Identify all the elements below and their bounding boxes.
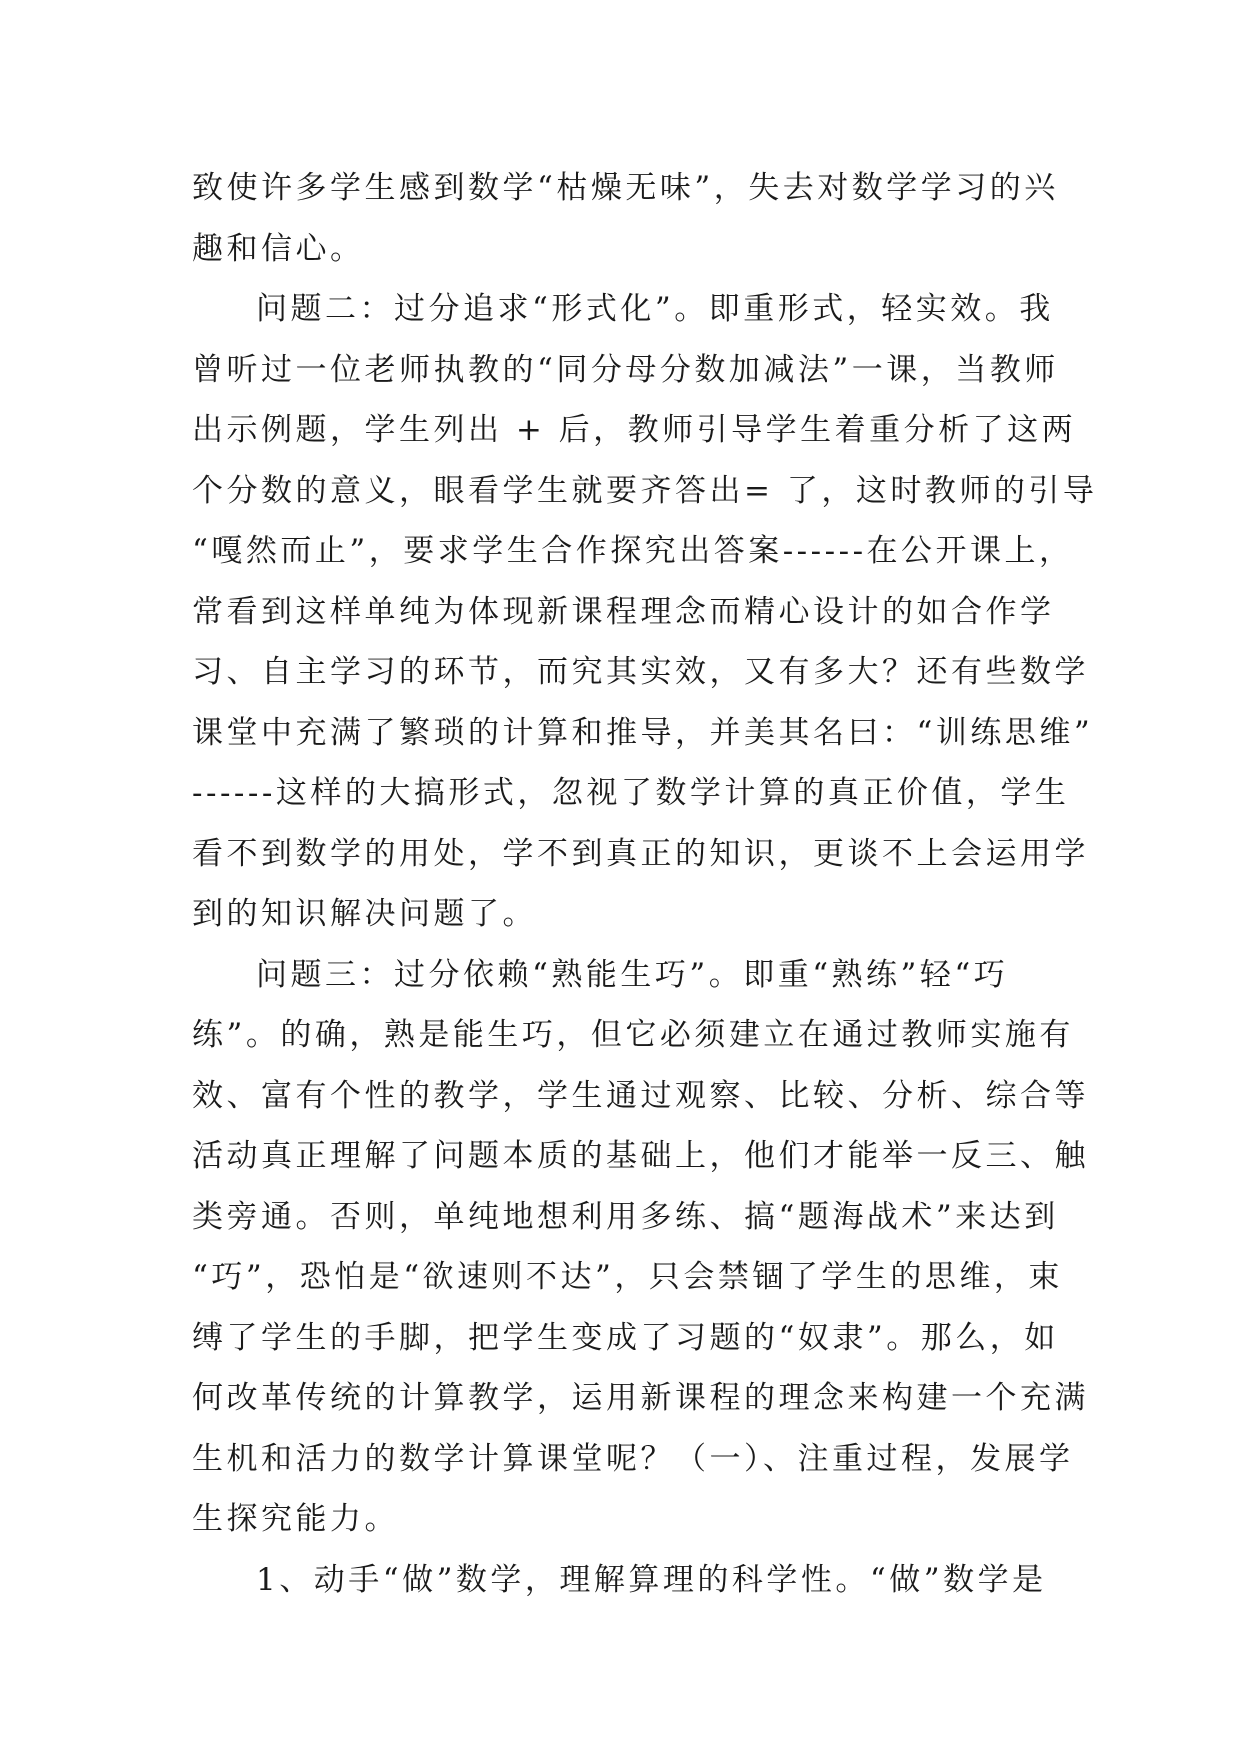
paragraph-first-line: 问题三：过分依赖“熟能生巧”。即重“熟练”轻“巧 xyxy=(256,956,1009,993)
paragraph-first-line: 1、动手“做”数学，理解算理的科学性。“做”数学是 xyxy=(256,1561,1047,1598)
text-line: 生机和活力的数学计算课堂呢？（一）、注重过程，发展学 xyxy=(192,1440,1074,1477)
text-line: 课堂中充满了繁琐的计算和推导，并美其名曰：“训练思维” xyxy=(192,714,1094,751)
text-line: 习、自主学习的环节，而究其实效，又有多大？还有些数学 xyxy=(192,654,1089,690)
text-line: “嘎然而止”，要求学生合作探究出答案------在公开课上， xyxy=(192,533,1074,569)
text-line: 个分数的意义，眼看学生就要齐答出= 了，这时教师的引导 xyxy=(192,472,1098,509)
text-line: 生探究能力。 xyxy=(192,1501,399,1537)
text-line: 类旁通。否则，单纯地想利用多练、搞“题海战术”来达到 xyxy=(192,1198,1059,1235)
text-line: 出示例题，学生列出 + 后，教师引导学生着重分析了这两 xyxy=(192,412,1077,448)
text-line: 到的知识解决问题了。 xyxy=(192,896,537,932)
document-body xyxy=(192,158,1098,1610)
text-line: 趣和信心。 xyxy=(192,230,365,267)
text-line: 常看到这样单纯为体现新课程理念而精心设计的如合作学 xyxy=(192,593,1055,630)
text-line: 曾听过一位老师执教的“同分母分数加减法”一课，当教师 xyxy=(192,351,1059,388)
text-line: 活动真正理解了问题本质的基础上，他们才能举一反三、触 xyxy=(192,1138,1089,1174)
text-line: 看不到数学的用处，学不到真正的知识，更谈不上会运用学 xyxy=(192,835,1089,872)
text-line: 效、富有个性的教学，学生通过观察、比较、分析、综合等 xyxy=(192,1077,1089,1114)
text-line: “巧”，恐怕是“欲速则不达”，只会禁锢了学生的思维，束 xyxy=(192,1259,1063,1295)
text-line: 练”。的确，熟是能生巧，但它必须建立在通过教师实施有 xyxy=(192,1017,1074,1053)
text-line: 缚了学生的手脚，把学生变成了习题的“奴隶”。那么，如 xyxy=(192,1319,1059,1356)
text-line: 致使许多学生感到数学“枯燥无味”，失去对数学学习的兴 xyxy=(192,170,1059,206)
text-line: ------这样的大搞形式，忽视了数学计算的真正价值，学生 xyxy=(192,775,1070,811)
paragraph-first-line: 问题二：过分追求“形式化”。即重形式，轻实效。我 xyxy=(256,291,1054,327)
text-line: 何改革传统的计算教学，运用新课程的理念来构建一个充满 xyxy=(192,1380,1089,1416)
